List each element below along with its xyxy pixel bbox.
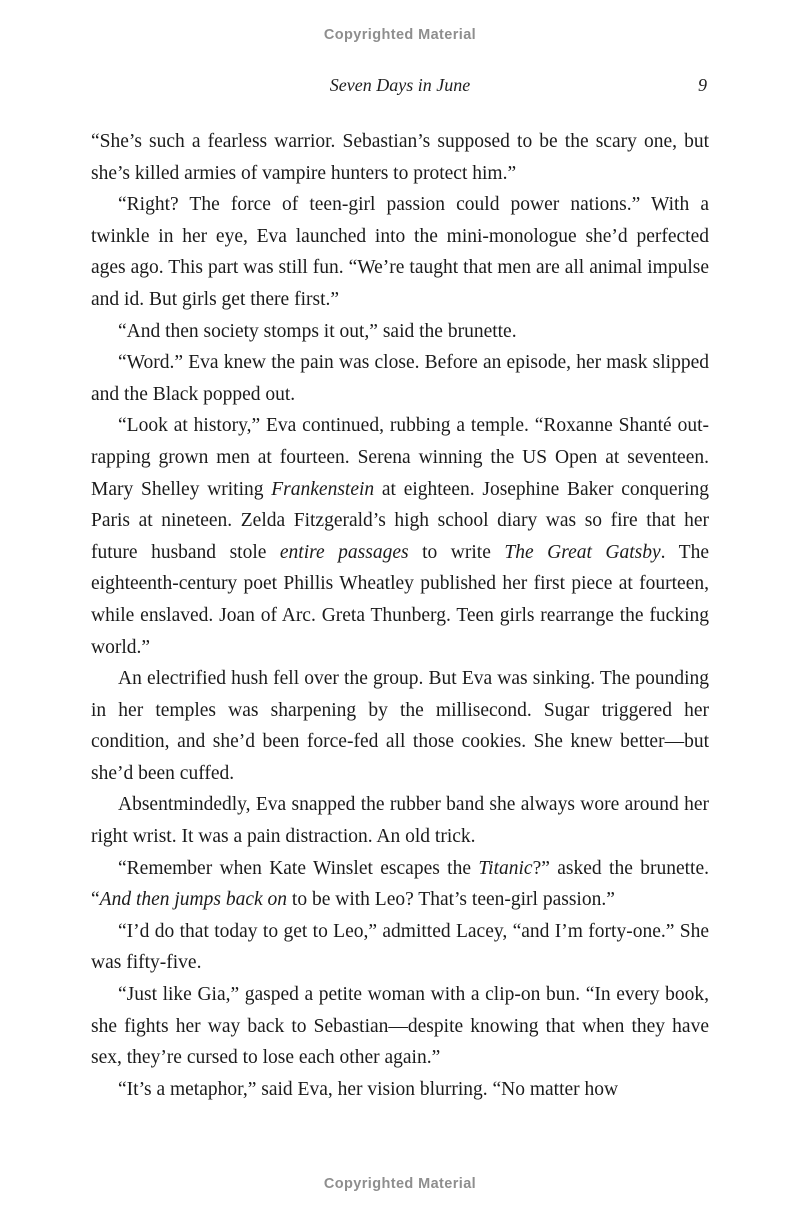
text-run: “She’s such a fearless warrior. Sebastian’s supposed to be the scary one, but she’s killed armies of vampire hunters to protect him.” — [91, 131, 709, 184]
text-run: . The eighteenth-century poet Phillis Wheatley published her first piece at fourteen, while enslaved. Joan of Arc. Greta Thunberg. Teen girls rearrange the fucking world.” — [91, 541, 710, 658]
copyright-watermark-top: Copyrighted Material — [323, 27, 477, 43]
text-run: “I’d do that today to get to Leo,” admitted Lacey, “and I’m forty-one.” She was fifty-five. — [91, 920, 709, 974]
running-head-title: Seven Days in June — [329, 75, 471, 95]
text-run: “Right? The force of teen-girl passion could power nations.” With a twinkle in her eye, Eva launched into the mini-monologue she’d perfected ages ago. This part was still fun. “We’re taught that men are all animal impulse and id. But girls get there first.” — [91, 194, 709, 310]
text-run: “It’s a metaphor,” said Eva, her vision blurring. “No matter how — [118, 1078, 619, 1100]
italic-text-run: entire passages — [279, 541, 409, 563]
text-run: to write — [408, 541, 505, 563]
paragraph — [91, 789, 709, 852]
page-number: 9 — [698, 75, 707, 95]
copyright-watermark-bottom: Copyrighted Material — [323, 1176, 477, 1192]
text-run: “Just like Gia,” gasped a petite woman with a clip-on bun. “In every book, she fights her way back to Sebastian—despite knowing that when they have sex, they’re cursed to lose each other again.” — [91, 984, 709, 1069]
italic-text-run: The Great Gatsby — [504, 541, 661, 563]
text-run: “Look at history,” Eva continued, rubbing a temple. “Roxanne Shanté out-rapping grown men at fourteen. Serena winning the US Open at seventeen. Mary Shelley writing — [91, 415, 709, 500]
italic-text-run: And then jumps back on — [99, 889, 288, 911]
paragraph — [91, 347, 709, 410]
paragraph — [91, 410, 709, 663]
text-run: “Remember when Kate Winslet escapes the — [118, 857, 479, 879]
italic-text-run: Frankenstein — [271, 478, 375, 500]
paragraph — [91, 853, 709, 916]
text-run: at eighteen. Josephine Baker conquering Paris at nineteen. Zelda Fitzgerald’s high school diary was so fire that her future husband stole — [91, 478, 710, 563]
text-run: An electrified hush fell over the group. But Eva was sinking. The pounding in her temples was sharpening by the millisecond. Sugar triggered her condition, and she’d been force-fed all those cookies. She knew better—but she’d been cuffed. — [91, 668, 709, 784]
paragraph — [91, 126, 709, 189]
paragraph — [91, 979, 709, 1074]
running-head — [91, 75, 709, 99]
paragraph — [91, 316, 709, 348]
text-run: “And then society stomps it out,” said the brunette. — [118, 320, 517, 342]
text-run: to be with Leo? That’s teen-girl passion.” — [287, 889, 615, 911]
paragraph — [91, 916, 709, 979]
text-run: Absentmindedly, Eva snapped the rubber band she always wore around her right wrist. It was a pain distraction. An old trick. — [91, 794, 709, 848]
page-body — [91, 126, 709, 1105]
text-run: ?” asked the brunette. “ — [91, 857, 709, 911]
paragraph — [91, 1074, 709, 1106]
text-run: “Word.” Eva knew the pain was close. Before an episode, her mask slipped and the Black popped out. — [91, 352, 709, 405]
italic-text-run: Titanic — [478, 857, 533, 879]
paragraph — [91, 663, 709, 789]
paragraph — [91, 189, 709, 315]
